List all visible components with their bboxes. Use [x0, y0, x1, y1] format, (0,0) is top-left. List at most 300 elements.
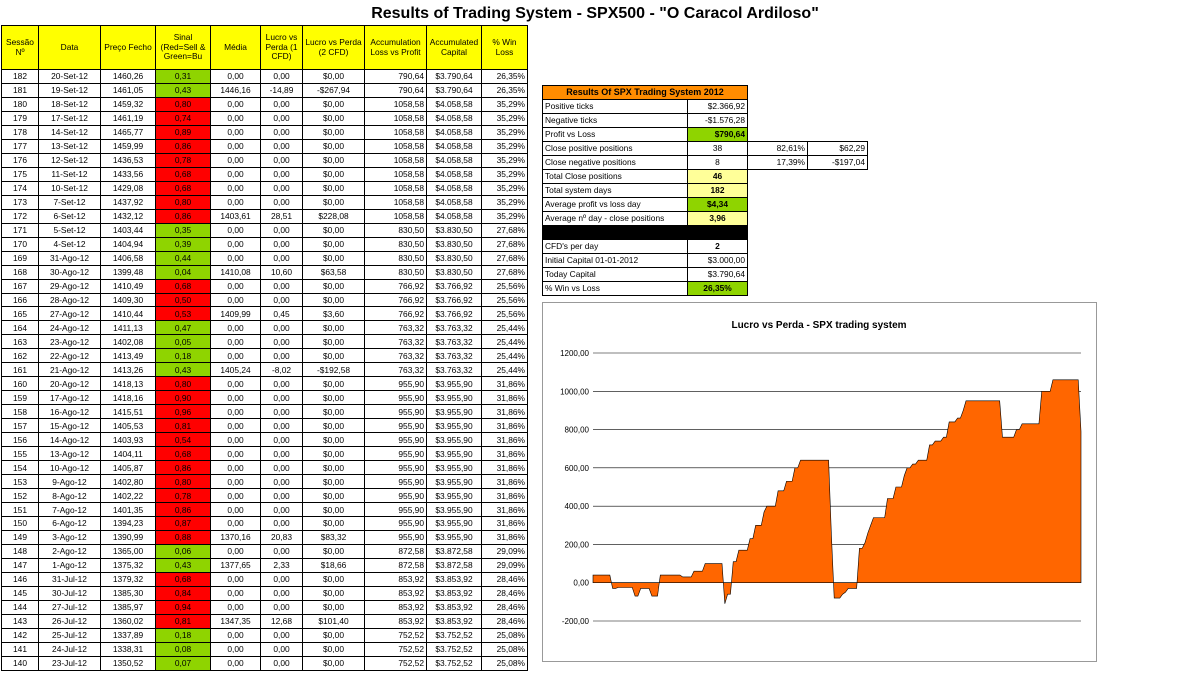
table-row[interactable]	[2, 600, 528, 614]
cell-date: 17-Set-12	[39, 111, 101, 125]
cell-signal: 0,68	[156, 279, 211, 293]
cell-capital: $3.766,92	[427, 279, 482, 293]
summary-value: 8	[688, 155, 748, 169]
summary-label: Close negative positions	[543, 155, 688, 169]
cell-capital: $3.853,92	[427, 572, 482, 586]
cell-capital: $3.763,32	[427, 363, 482, 377]
summary-separator	[543, 225, 868, 239]
cell-date: 13-Ago-12	[39, 447, 101, 461]
cell-profit-1cfd: 0,00	[261, 237, 303, 251]
cell-accumulation: 872,58	[365, 558, 427, 572]
cell-capital: $4.058,58	[427, 153, 482, 167]
cell-signal: 0,47	[156, 321, 211, 335]
cell-date: 7-Ago-12	[39, 503, 101, 517]
cell-date: 6-Ago-12	[39, 517, 101, 531]
cell-close-price: 1436,53	[101, 153, 156, 167]
cell-date: 11-Set-12	[39, 167, 101, 181]
cell-date: 14-Set-12	[39, 125, 101, 139]
cell-profit-1cfd: 20,83	[261, 530, 303, 544]
summary-pct: 17,39%	[748, 155, 808, 169]
cell-session: 165	[2, 307, 39, 321]
cell-close-price: 1402,80	[101, 475, 156, 489]
cell-date: 4-Set-12	[39, 237, 101, 251]
cell-accumulation: 955,90	[365, 433, 427, 447]
table-row[interactable]	[2, 433, 528, 447]
table-row[interactable]	[2, 125, 528, 139]
cell-date: 28-Ago-12	[39, 293, 101, 307]
cell-profit-1cfd: 28,51	[261, 209, 303, 223]
cell-accumulation: 1058,58	[365, 153, 427, 167]
cell-close-price: 1460,26	[101, 70, 156, 84]
cell-date: 6-Set-12	[39, 209, 101, 223]
table-row[interactable]	[2, 656, 528, 670]
cell-profit-1cfd: 0,00	[261, 223, 303, 237]
cell-win-loss: 25,08%	[482, 642, 528, 656]
cell-profit-2cfd: $0,00	[303, 405, 365, 419]
summary-row-win-loss	[543, 281, 868, 295]
y-tick-label: -200,00	[561, 617, 589, 626]
cell-date: 27-Jul-12	[39, 600, 101, 614]
table-row[interactable]	[2, 614, 528, 628]
cell-accumulation: 1058,58	[365, 167, 427, 181]
summary-amount: -$197,04	[808, 155, 868, 169]
cell-win-loss: 35,29%	[482, 97, 528, 111]
table-row[interactable]	[2, 377, 528, 391]
y-tick-label: 0,00	[573, 578, 589, 588]
cell-win-loss: 35,29%	[482, 195, 528, 209]
cell-signal: 0,18	[156, 628, 211, 642]
cell-signal: 0,78	[156, 153, 211, 167]
cell-close-price: 1410,49	[101, 279, 156, 293]
cell-date: 27-Ago-12	[39, 307, 101, 321]
cell-average: 0,00	[211, 517, 261, 531]
cell-win-loss: 35,29%	[482, 139, 528, 153]
cell-session: 173	[2, 195, 39, 209]
table-row[interactable]	[2, 195, 528, 209]
cell-signal: 0,78	[156, 489, 211, 503]
cell-win-loss: 31,86%	[482, 489, 528, 503]
cell-accumulation: 1058,58	[365, 139, 427, 153]
cell-accumulation: 1058,58	[365, 97, 427, 111]
cell-profit-1cfd: 0,00	[261, 321, 303, 335]
cell-date: 15-Ago-12	[39, 419, 101, 433]
cell-signal: 0,86	[156, 209, 211, 223]
cell-profit-2cfd: $0,00	[303, 586, 365, 600]
cell-win-loss: 29,09%	[482, 544, 528, 558]
table-row[interactable]	[2, 223, 528, 237]
cell-date: 17-Ago-12	[39, 391, 101, 405]
cell-signal: 0,08	[156, 642, 211, 656]
cell-capital: $4.058,58	[427, 139, 482, 153]
col-header-accumulation[interactable]: Accumulation Loss vs Profit	[365, 26, 427, 70]
cell-session: 170	[2, 237, 39, 251]
table-row[interactable]	[2, 97, 528, 111]
cell-close-price: 1411,13	[101, 321, 156, 335]
cell-profit-1cfd: 0,00	[261, 405, 303, 419]
cell-capital: $3.763,32	[427, 349, 482, 363]
cell-average: 0,00	[211, 349, 261, 363]
col-header-profit-2cfd[interactable]: Lucro vs Perda (2 CFD)	[303, 26, 365, 70]
cell-profit-2cfd: $0,00	[303, 111, 365, 125]
cell-capital: $3.955,90	[427, 405, 482, 419]
cell-profit-1cfd: 0,00	[261, 377, 303, 391]
cell-date: 24-Jul-12	[39, 642, 101, 656]
table-row[interactable]	[2, 503, 528, 517]
cell-win-loss: 26,35%	[482, 83, 528, 97]
table-row[interactable]	[2, 586, 528, 600]
cell-signal: 0,54	[156, 433, 211, 447]
col-header-win-loss[interactable]: % Win Loss	[482, 26, 528, 70]
cell-signal: 0,05	[156, 335, 211, 349]
y-tick-label: 800,00	[564, 425, 589, 435]
chart-svg	[543, 303, 1096, 661]
table-row[interactable]	[2, 544, 528, 558]
cell-profit-2cfd: -$267,94	[303, 83, 365, 97]
table-row[interactable]	[2, 642, 528, 656]
cell-profit-2cfd: $0,00	[303, 125, 365, 139]
table-row[interactable]	[2, 349, 528, 363]
cell-average: 0,00	[211, 642, 261, 656]
cell-date: 23-Ago-12	[39, 335, 101, 349]
cell-win-loss: 31,86%	[482, 447, 528, 461]
cell-date: 14-Ago-12	[39, 433, 101, 447]
cell-win-loss: 27,68%	[482, 237, 528, 251]
col-header-signal[interactable]: Sinal (Red=Sell & Green=Bu	[156, 26, 211, 70]
table-row[interactable]	[2, 251, 528, 265]
cell-accumulation: 955,90	[365, 517, 427, 531]
cell-win-loss: 28,46%	[482, 614, 528, 628]
cell-date: 3-Ago-12	[39, 530, 101, 544]
cell-session: 161	[2, 363, 39, 377]
cell-date: 25-Jul-12	[39, 628, 101, 642]
cell-close-price: 1360,02	[101, 614, 156, 628]
cell-capital: $3.790,64	[427, 70, 482, 84]
cell-average: 1403,61	[211, 209, 261, 223]
cell-profit-1cfd: 0,00	[261, 461, 303, 475]
cell-profit-1cfd: 0,00	[261, 642, 303, 656]
cell-profit-2cfd: $0,00	[303, 70, 365, 84]
cell-profit-2cfd: $101,40	[303, 614, 365, 628]
cell-win-loss: 29,09%	[482, 558, 528, 572]
cell-capital: $4.058,58	[427, 167, 482, 181]
table-row[interactable]	[2, 167, 528, 181]
cell-signal: 0,68	[156, 447, 211, 461]
cell-close-price: 1405,53	[101, 419, 156, 433]
cell-session: 179	[2, 111, 39, 125]
cell-session: 168	[2, 265, 39, 279]
cell-close-price: 1459,32	[101, 97, 156, 111]
col-header-date[interactable]: Data	[39, 26, 101, 70]
cell-session: 174	[2, 181, 39, 195]
cell-profit-2cfd: $0,00	[303, 447, 365, 461]
cell-average: 1410,08	[211, 265, 261, 279]
cell-close-price: 1338,31	[101, 642, 156, 656]
summary-value: $3.000,00	[688, 253, 748, 267]
cell-capital: $3.955,90	[427, 391, 482, 405]
cell-accumulation: 955,90	[365, 461, 427, 475]
cell-capital: $3.790,64	[427, 83, 482, 97]
summary-value: $4,34	[688, 197, 748, 211]
cell-close-price: 1461,19	[101, 111, 156, 125]
summary-value: 26,35%	[688, 281, 748, 295]
table-row[interactable]	[2, 111, 528, 125]
cell-session: 147	[2, 558, 39, 572]
cell-date: 21-Ago-12	[39, 363, 101, 377]
cell-date: 31-Ago-12	[39, 251, 101, 265]
cell-signal: 0,81	[156, 419, 211, 433]
cell-win-loss: 35,29%	[482, 153, 528, 167]
cell-date: 8-Ago-12	[39, 489, 101, 503]
cell-signal: 0,43	[156, 363, 211, 377]
cell-accumulation: 763,32	[365, 349, 427, 363]
cell-close-price: 1390,99	[101, 530, 156, 544]
cell-signal: 0,80	[156, 377, 211, 391]
col-header-capital[interactable]: Accumulated Capital	[427, 26, 482, 70]
cell-session: 149	[2, 530, 39, 544]
cell-close-price: 1379,32	[101, 572, 156, 586]
summary-value: 182	[688, 183, 748, 197]
table-row[interactable]	[2, 517, 528, 531]
cell-session: 159	[2, 391, 39, 405]
table-row[interactable]	[2, 489, 528, 503]
cell-signal: 0,39	[156, 237, 211, 251]
cell-accumulation: 955,90	[365, 447, 427, 461]
cell-profit-1cfd: 0,00	[261, 628, 303, 642]
cell-date: 26-Jul-12	[39, 614, 101, 628]
summary-row-today-capital	[543, 267, 868, 281]
table-row[interactable]	[2, 83, 528, 97]
table-row[interactable]	[2, 461, 528, 475]
cell-profit-2cfd: $0,00	[303, 461, 365, 475]
table-row[interactable]	[2, 419, 528, 433]
cell-win-loss: 31,86%	[482, 503, 528, 517]
cell-accumulation: 752,52	[365, 642, 427, 656]
cell-average: 0,00	[211, 279, 261, 293]
table-row[interactable]	[2, 405, 528, 419]
cell-average: 0,00	[211, 125, 261, 139]
cell-average: 0,00	[211, 572, 261, 586]
cell-signal: 0,81	[156, 614, 211, 628]
cell-capital: $4.058,58	[427, 111, 482, 125]
cell-accumulation: 955,90	[365, 530, 427, 544]
table-row[interactable]	[2, 558, 528, 572]
table-row[interactable]	[2, 572, 528, 586]
summary-label: % Win vs Loss	[543, 281, 688, 295]
cell-capital: $3.752,52	[427, 656, 482, 670]
cell-profit-2cfd: $0,00	[303, 279, 365, 293]
cell-close-price: 1433,56	[101, 167, 156, 181]
cell-capital: $3.955,90	[427, 419, 482, 433]
cell-profit-1cfd: 10,60	[261, 265, 303, 279]
cell-date: 1-Ago-12	[39, 558, 101, 572]
cell-profit-1cfd: 0,00	[261, 475, 303, 489]
cell-capital: $3.955,90	[427, 475, 482, 489]
cell-signal: 0,07	[156, 656, 211, 670]
chart-title: Lucro vs Perda - SPX trading system	[731, 320, 907, 331]
cell-signal: 0,89	[156, 125, 211, 139]
summary-row-average-profit	[543, 197, 868, 211]
col-header-average[interactable]: Média	[211, 26, 261, 70]
cell-profit-2cfd: $0,00	[303, 572, 365, 586]
summary-value: 38	[688, 141, 748, 155]
cell-session: 143	[2, 614, 39, 628]
cell-win-loss: 31,86%	[482, 405, 528, 419]
cell-signal: 0,68	[156, 181, 211, 195]
cell-date: 10-Set-12	[39, 181, 101, 195]
cell-average: 0,00	[211, 447, 261, 461]
cell-capital: $3.752,52	[427, 628, 482, 642]
table-row[interactable]	[2, 363, 528, 377]
cell-win-loss: 31,86%	[482, 377, 528, 391]
cell-close-price: 1437,92	[101, 195, 156, 209]
cell-close-price: 1399,48	[101, 265, 156, 279]
cell-capital: $4.058,58	[427, 195, 482, 209]
cell-signal: 0,80	[156, 475, 211, 489]
col-header-session[interactable]: Sessão Nº	[2, 26, 39, 70]
cell-profit-1cfd: 0,00	[261, 279, 303, 293]
cell-average: 0,00	[211, 293, 261, 307]
cell-signal: 0,94	[156, 600, 211, 614]
summary-value: $2.366,92	[688, 99, 748, 113]
cell-profit-2cfd: $0,00	[303, 544, 365, 558]
cell-date: 2-Ago-12	[39, 544, 101, 558]
cell-profit-1cfd: 2,33	[261, 558, 303, 572]
cell-accumulation: 955,90	[365, 475, 427, 489]
cell-win-loss: 31,86%	[482, 391, 528, 405]
cell-profit-2cfd: $0,00	[303, 517, 365, 531]
cell-session: 140	[2, 656, 39, 670]
cell-close-price: 1375,32	[101, 558, 156, 572]
table-row[interactable]	[2, 447, 528, 461]
cell-profit-2cfd: $0,00	[303, 97, 365, 111]
table-row[interactable]	[2, 475, 528, 489]
cell-accumulation: 830,50	[365, 251, 427, 265]
cell-capital: $3.763,32	[427, 335, 482, 349]
cell-profit-2cfd: $0,00	[303, 503, 365, 517]
cell-profit-1cfd: 0,00	[261, 111, 303, 125]
table-row[interactable]	[2, 70, 528, 84]
cell-accumulation: 853,92	[365, 614, 427, 628]
summary-label: Total Close positions	[543, 169, 688, 183]
cell-profit-2cfd: $0,00	[303, 600, 365, 614]
cell-accumulation: 955,90	[365, 377, 427, 391]
cell-signal: 0,43	[156, 558, 211, 572]
cell-session: 141	[2, 642, 39, 656]
cell-capital: $3.955,90	[427, 503, 482, 517]
summary-pct: 82,61%	[748, 141, 808, 155]
cell-profit-2cfd: $0,00	[303, 419, 365, 433]
cell-signal: 0,68	[156, 167, 211, 181]
table-row[interactable]	[2, 628, 528, 642]
table-row[interactable]	[2, 265, 528, 279]
table-row[interactable]	[2, 307, 528, 321]
summary-value: 3,96	[688, 211, 748, 225]
summary-row-cfds	[543, 239, 868, 253]
cell-close-price: 1350,52	[101, 656, 156, 670]
cell-date: 24-Ago-12	[39, 321, 101, 335]
cell-capital: $3.872,58	[427, 544, 482, 558]
cell-win-loss: 25,44%	[482, 363, 528, 377]
cell-profit-1cfd: 0,00	[261, 391, 303, 405]
cell-average: 0,00	[211, 544, 261, 558]
cell-capital: $3.955,90	[427, 377, 482, 391]
cell-session: 152	[2, 489, 39, 503]
col-header-close-price[interactable]: Preço Fecho	[101, 26, 156, 70]
cell-close-price: 1365,00	[101, 544, 156, 558]
cell-date: 20-Ago-12	[39, 377, 101, 391]
table-row[interactable]	[2, 139, 528, 153]
y-tick-label: 1200,00	[560, 349, 589, 358]
cell-average: 0,00	[211, 628, 261, 642]
cell-accumulation: 1058,58	[365, 195, 427, 209]
cell-date: 19-Set-12	[39, 83, 101, 97]
cell-accumulation: 955,90	[365, 489, 427, 503]
table-row[interactable]	[2, 279, 528, 293]
cell-profit-1cfd: 0,00	[261, 419, 303, 433]
cell-accumulation: 955,90	[365, 419, 427, 433]
cell-signal: 0,43	[156, 83, 211, 97]
cell-signal: 0,35	[156, 223, 211, 237]
cell-profit-1cfd: 0,00	[261, 70, 303, 84]
cell-session: 146	[2, 572, 39, 586]
table-row[interactable]	[2, 335, 528, 349]
cell-win-loss: 26,35%	[482, 70, 528, 84]
cell-session: 177	[2, 139, 39, 153]
cell-accumulation: 766,92	[365, 279, 427, 293]
cell-profit-1cfd: 0,00	[261, 517, 303, 531]
cell-accumulation: 763,32	[365, 363, 427, 377]
cell-date: 23-Jul-12	[39, 656, 101, 670]
cell-accumulation: 955,90	[365, 503, 427, 517]
cell-average: 0,00	[211, 503, 261, 517]
table-row[interactable]	[2, 391, 528, 405]
cell-profit-2cfd: $0,00	[303, 321, 365, 335]
cell-close-price: 1432,12	[101, 209, 156, 223]
cell-date: 29-Ago-12	[39, 279, 101, 293]
cell-average: 0,00	[211, 97, 261, 111]
cell-capital: $3.872,58	[427, 558, 482, 572]
cell-signal: 0,87	[156, 517, 211, 531]
cell-signal: 0,80	[156, 195, 211, 209]
summary-row-negative-ticks	[543, 113, 868, 127]
table-row[interactable]	[2, 181, 528, 195]
cell-profit-2cfd: $63,58	[303, 265, 365, 279]
cell-date: 5-Set-12	[39, 223, 101, 237]
cell-accumulation: 853,92	[365, 600, 427, 614]
cell-capital: $3.830,50	[427, 251, 482, 265]
cell-average: 0,00	[211, 461, 261, 475]
cell-average: 1446,16	[211, 83, 261, 97]
cell-session: 148	[2, 544, 39, 558]
table-row[interactable]	[2, 293, 528, 307]
table-row[interactable]	[2, 153, 528, 167]
table-row[interactable]	[2, 209, 528, 223]
table-row[interactable]	[2, 321, 528, 335]
cell-profit-1cfd: -14,89	[261, 83, 303, 97]
cell-session: 172	[2, 209, 39, 223]
cell-average: 1377,65	[211, 558, 261, 572]
cell-close-price: 1404,11	[101, 447, 156, 461]
y-tick-label: 1000,00	[560, 387, 589, 397]
table-row[interactable]	[2, 237, 528, 251]
col-header-profit-1cfd[interactable]: Lucro vs Perda (1 CFD)	[261, 26, 303, 70]
cell-session: 160	[2, 377, 39, 391]
cell-session: 154	[2, 461, 39, 475]
cell-accumulation: 830,50	[365, 265, 427, 279]
cell-close-price: 1415,51	[101, 405, 156, 419]
table-row[interactable]	[2, 530, 528, 544]
cell-signal: 0,53	[156, 307, 211, 321]
